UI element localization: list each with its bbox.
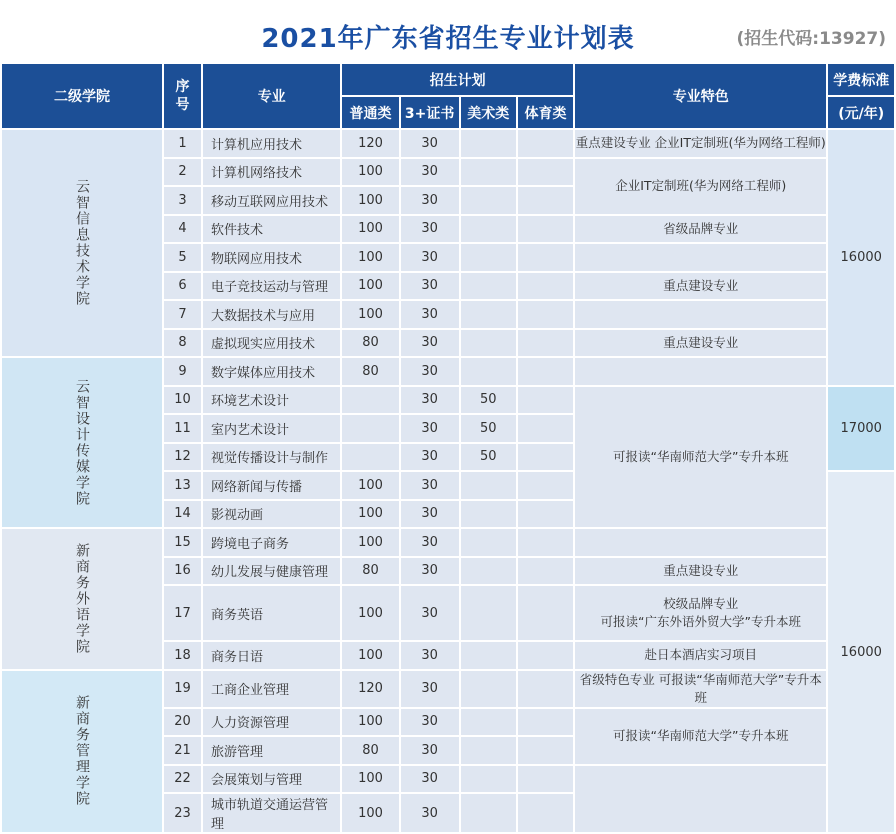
seq-cell: 13 [164, 472, 201, 499]
seq-cell: 19 [164, 671, 201, 707]
plan-cert-cell: 30 [401, 709, 459, 736]
feature-cell: 重点建设专业 [575, 558, 826, 585]
plan-cert-cell: 30 [401, 501, 459, 528]
plan-art-cell [461, 244, 516, 271]
feature-cell: 重点建设专业 [575, 273, 826, 300]
plan-general-cell: 80 [342, 558, 398, 585]
major-cell: 商务英语 [203, 586, 340, 640]
plan-general-cell: 100 [342, 273, 398, 300]
plan-sports-cell [518, 244, 573, 271]
major-cell: 室内艺术设计 [203, 415, 340, 442]
college-name: 新商务管理学院 [74, 695, 90, 808]
seq-cell: 3 [164, 187, 201, 214]
plan-cert-cell: 30 [401, 737, 459, 764]
seq-cell: 11 [164, 415, 201, 442]
seq-cell: 6 [164, 273, 201, 300]
plan-cert-cell: 30 [401, 642, 459, 669]
plan-cert-cell: 30 [401, 444, 459, 471]
plan-art-cell: 50 [461, 387, 516, 414]
plan-general-cell [342, 415, 398, 442]
header-fee: 学费标准 [828, 64, 894, 95]
table-row [2, 358, 894, 385]
plan-sports-cell [518, 501, 573, 528]
header-fee-unit: (元/年) [828, 97, 894, 128]
plan-sports-cell [518, 766, 573, 793]
plan-sports-cell [518, 558, 573, 585]
enrollment-plan-table [0, 62, 896, 834]
plan-art-cell [461, 558, 516, 585]
plan-sports-cell [518, 330, 573, 357]
major-cell: 环境艺术设计 [203, 387, 340, 414]
seq-cell: 23 [164, 794, 201, 832]
plan-general-cell: 100 [342, 709, 398, 736]
plan-general-cell [342, 444, 398, 471]
plan-art-cell [461, 216, 516, 243]
plan-cert-cell: 30 [401, 387, 459, 414]
feature-cell [575, 766, 826, 833]
fee-cell: 16000 [828, 472, 894, 832]
plan-sports-cell [518, 159, 573, 186]
major-cell: 网络新闻与传播 [203, 472, 340, 499]
plan-general-cell: 100 [342, 244, 398, 271]
header-feature: 专业特色 [575, 64, 826, 128]
feature-cell [575, 529, 826, 556]
fee-cell: 17000 [828, 387, 894, 471]
header-plan-sports: 体育类 [518, 97, 573, 128]
major-cell: 幼儿发展与健康管理 [203, 558, 340, 585]
plan-general-cell: 100 [342, 187, 398, 214]
plan-art-cell: 50 [461, 444, 516, 471]
plan-sports-cell [518, 301, 573, 328]
seq-cell: 16 [164, 558, 201, 585]
plan-cert-cell: 30 [401, 415, 459, 442]
header-college: 二级学院 [2, 64, 162, 128]
major-cell: 虚拟现实应用技术 [203, 330, 340, 357]
major-cell: 旅游管理 [203, 737, 340, 764]
plan-cert-cell: 30 [401, 187, 459, 214]
plan-cert-cell: 30 [401, 472, 459, 499]
plan-art-cell [461, 159, 516, 186]
plan-art-cell [461, 671, 516, 707]
plan-general-cell: 100 [342, 529, 398, 556]
plan-general-cell: 120 [342, 671, 398, 707]
plan-cert-cell: 30 [401, 216, 459, 243]
plan-sports-cell [518, 358, 573, 385]
plan-cert-cell: 30 [401, 766, 459, 793]
plan-sports-cell [518, 709, 573, 736]
college-name: 新商务外语学院 [74, 542, 90, 655]
seq-cell: 18 [164, 642, 201, 669]
college-name: 云智信息技术学院 [74, 179, 90, 307]
major-cell: 计算机应用技术 [203, 130, 340, 157]
plan-general-cell: 100 [342, 642, 398, 669]
plan-art-cell [461, 586, 516, 640]
plan-general-cell [342, 387, 398, 414]
plan-general-cell: 100 [342, 766, 398, 793]
feature-cell: 赴日本酒店实习项目 [575, 642, 826, 669]
feature-cell [575, 586, 826, 640]
major-cell: 商务日语 [203, 642, 340, 669]
plan-cert-cell: 30 [401, 794, 459, 832]
plan-cert-cell: 30 [401, 529, 459, 556]
plan-general-cell: 100 [342, 301, 398, 328]
plan-art-cell [461, 766, 516, 793]
header-plan-cert: 3+证书 [401, 97, 459, 128]
feature-cell: 可报读“华南师范大学”专升本班 [575, 709, 826, 764]
seq-cell: 10 [164, 387, 201, 414]
plan-sports-cell [518, 444, 573, 471]
table-row [2, 671, 894, 707]
plan-cert-cell: 30 [401, 244, 459, 271]
header-plan-art: 美术类 [461, 97, 516, 128]
enrollment-code: (招生代码:13927) [736, 29, 886, 49]
plan-art-cell [461, 794, 516, 832]
plan-sports-cell [518, 216, 573, 243]
plan-general-cell: 80 [342, 330, 398, 357]
plan-art-cell [461, 472, 516, 499]
feature-cell: 企业IT定制班(华为网络工程师) [575, 159, 826, 214]
major-cell: 移动互联网应用技术 [203, 187, 340, 214]
plan-sports-cell [518, 273, 573, 300]
plan-cert-cell: 30 [401, 159, 459, 186]
plan-general-cell: 100 [342, 216, 398, 243]
plan-cert-cell: 30 [401, 558, 459, 585]
major-cell: 视觉传播设计与制作 [203, 444, 340, 471]
header-seq: 序号 [164, 64, 201, 128]
college-name-cell [2, 358, 162, 527]
major-cell: 会展策划与管理 [203, 766, 340, 793]
plan-sports-cell [518, 671, 573, 707]
seq-cell: 14 [164, 501, 201, 528]
plan-general-cell: 100 [342, 586, 398, 640]
plan-art-cell [461, 358, 516, 385]
college-name-cell [2, 130, 162, 356]
header-plan: 招生计划 [342, 64, 573, 95]
plan-art-cell [461, 187, 516, 214]
seq-cell: 12 [164, 444, 201, 471]
plan-general-cell: 100 [342, 472, 398, 499]
plan-art-cell [461, 130, 516, 157]
plan-general-cell: 100 [342, 159, 398, 186]
feature-cell [575, 244, 826, 271]
plan-general-cell: 100 [342, 501, 398, 528]
seq-cell: 21 [164, 737, 201, 764]
header [0, 0, 896, 62]
header-plan-general: 普通类 [342, 97, 398, 128]
plan-sports-cell [518, 737, 573, 764]
plan-art-cell [461, 642, 516, 669]
plan-cert-cell: 30 [401, 586, 459, 640]
feature-cell: 重点建设专业 [575, 330, 826, 357]
major-cell: 大数据技术与应用 [203, 301, 340, 328]
feature-cell: 重点建设专业 企业IT定制班(华为网络工程师) [575, 130, 826, 157]
plan-art-cell: 50 [461, 415, 516, 442]
major-cell: 城市轨道交通运营管理 [203, 794, 340, 832]
plan-cert-cell: 30 [401, 671, 459, 707]
plan-art-cell [461, 330, 516, 357]
plan-art-cell [461, 301, 516, 328]
college-name: 云智设计传媒学院 [74, 378, 90, 507]
feature-cell [575, 358, 826, 385]
plan-sports-cell [518, 794, 573, 832]
feature-cell [575, 301, 826, 328]
seq-cell: 1 [164, 130, 201, 157]
plan-general-cell: 120 [342, 130, 398, 157]
seq-cell: 15 [164, 529, 201, 556]
major-cell: 影视动画 [203, 501, 340, 528]
seq-cell: 7 [164, 301, 201, 328]
major-cell: 电子竞技运动与管理 [203, 273, 340, 300]
college-name-cell [2, 671, 162, 833]
plan-art-cell [461, 737, 516, 764]
plan-cert-cell: 30 [401, 330, 459, 357]
plan-sports-cell [518, 529, 573, 556]
fee-cell: 16000 [828, 130, 894, 385]
seq-cell: 4 [164, 216, 201, 243]
seq-cell: 20 [164, 709, 201, 736]
major-cell: 数字媒体应用技术 [203, 358, 340, 385]
seq-cell: 22 [164, 766, 201, 793]
plan-cert-cell: 30 [401, 358, 459, 385]
plan-sports-cell [518, 642, 573, 669]
major-cell: 人力资源管理 [203, 709, 340, 736]
feature-cell: 省级特色专业 可报读“华南师范大学”专升本班 [575, 671, 826, 707]
plan-sports-cell [518, 472, 573, 499]
plan-art-cell [461, 273, 516, 300]
plan-art-cell [461, 709, 516, 736]
seq-cell: 5 [164, 244, 201, 271]
major-cell: 物联网应用技术 [203, 244, 340, 271]
plan-cert-cell: 30 [401, 273, 459, 300]
plan-cert-cell: 30 [401, 130, 459, 157]
plan-sports-cell [518, 586, 573, 640]
college-name-cell [2, 529, 162, 669]
seq-cell: 17 [164, 586, 201, 640]
plan-art-cell [461, 529, 516, 556]
plan-general-cell: 80 [342, 737, 398, 764]
plan-art-cell [461, 501, 516, 528]
plan-general-cell: 80 [342, 358, 398, 385]
major-cell: 计算机网络技术 [203, 159, 340, 186]
feature-cell: 可报读“华南师范大学”专升本班 [575, 387, 826, 528]
plan-sports-cell [518, 415, 573, 442]
major-cell: 跨境电子商务 [203, 529, 340, 556]
plan-sports-cell [518, 187, 573, 214]
feature-line: 校级品牌专业 [663, 596, 739, 611]
header-major: 专业 [203, 64, 340, 128]
plan-general-cell: 100 [342, 794, 398, 832]
major-cell: 软件技术 [203, 216, 340, 243]
major-cell: 工商企业管理 [203, 671, 340, 707]
page-title: 2021年广东省招生专业计划表 [261, 24, 635, 54]
table-row [2, 529, 894, 556]
seq-cell: 8 [164, 330, 201, 357]
feature-cell: 省级品牌专业 [575, 216, 826, 243]
seq-cell: 9 [164, 358, 201, 385]
plan-cert-cell: 30 [401, 301, 459, 328]
plan-sports-cell [518, 387, 573, 414]
plan-sports-cell [518, 130, 573, 157]
feature-line: 可报读“广东外语外贸大学”专升本班 [600, 614, 801, 629]
seq-cell: 2 [164, 159, 201, 186]
table-row [2, 130, 894, 157]
